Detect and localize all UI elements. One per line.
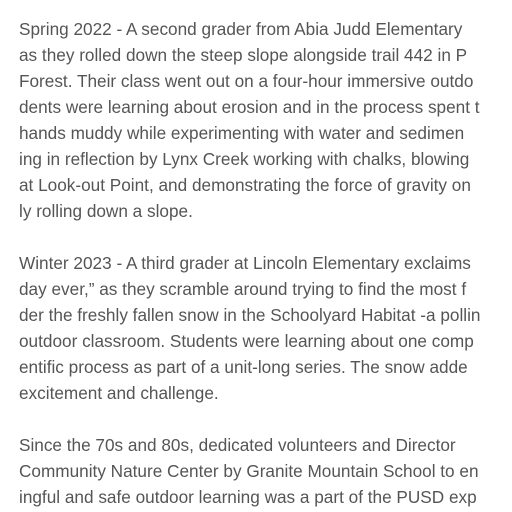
- text-line: dents were learning about erosion and in the process spent t: [19, 97, 480, 117]
- text-line: ing in reflection by Lynx Creek working with chalks, blowing: [19, 149, 470, 169]
- text-line: der the freshly fallen snow in the Schoolyard Habitat -a pollin: [19, 305, 481, 325]
- text-line: day ever,” as they scramble around trying to find the most f: [19, 279, 467, 299]
- text-line: hands muddy while experimenting with water and sedimen: [19, 123, 465, 143]
- text-line: Community Nature Center by Granite Mountain School to en: [19, 461, 479, 481]
- paragraph-spring-2022: [19, 16, 480, 224]
- text-line: Since the 70s and 80s, dedicated volunteers and Director: [19, 435, 456, 455]
- text-line: Spring 2022 - A second grader from Abia Judd Elementary: [19, 19, 463, 39]
- text-line: Winter 2023 - A third grader at Lincoln Elementary exclaims: [19, 253, 471, 273]
- text-line: entific process as part of a unit-long series. The snow adde: [19, 357, 468, 377]
- text-line: ly rolling down a slope.: [19, 201, 193, 221]
- text-line: as they rolled down the steep slope alongside trail 442 in P: [19, 45, 468, 65]
- paragraph-winter-2023: [19, 250, 480, 406]
- paragraph-history: [19, 432, 479, 510]
- text-line: outdoor classroom. Students were learning about one comp: [19, 331, 474, 351]
- text-line: ingful and safe outdoor learning was a part of the PUSD exp: [19, 487, 477, 507]
- text-line: excitement and challenge.: [19, 383, 219, 403]
- text-line: at Look-out Point, and demonstrating the force of gravity on: [19, 175, 471, 195]
- text-line: Forest. Their class went out on a four-hour immersive outdo: [19, 71, 474, 91]
